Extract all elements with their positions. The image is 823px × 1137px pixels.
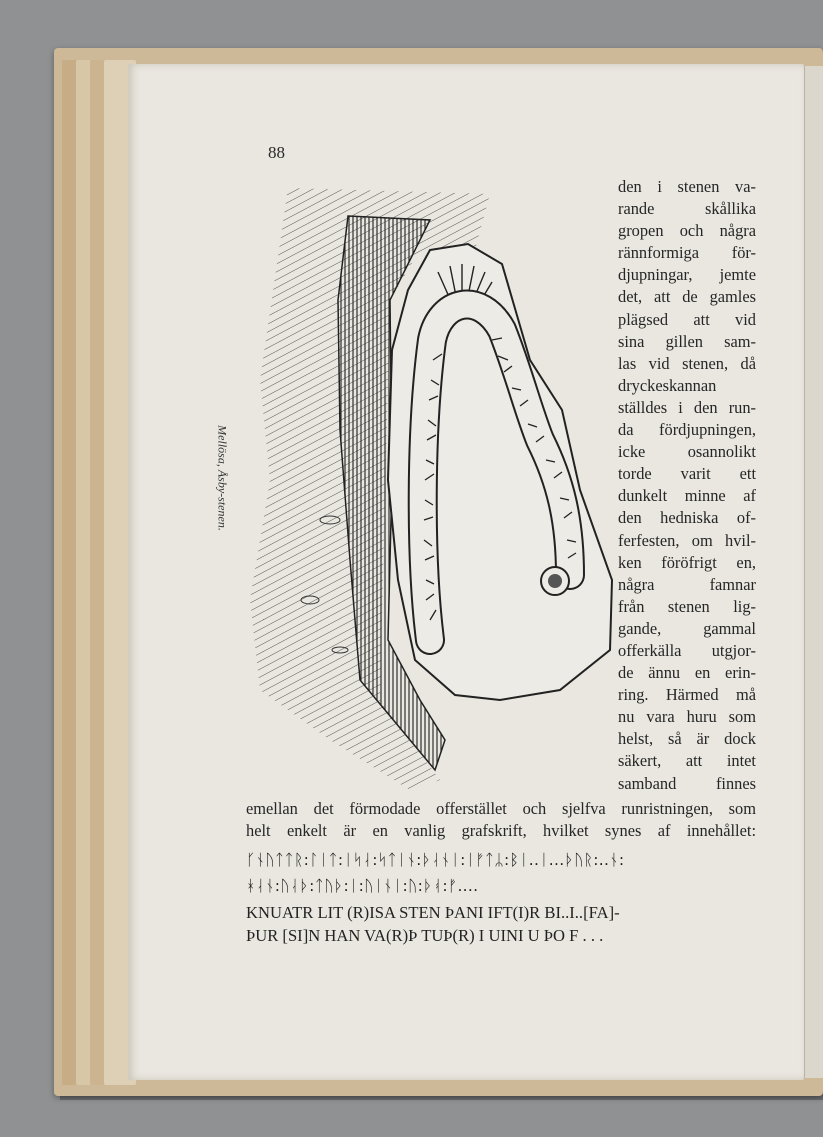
text-line: ställdes i den run- [618, 397, 756, 417]
text-line: las vid stenen, då [618, 353, 756, 373]
text-line: ring. Härmed må [618, 685, 756, 705]
full-width-paragraph [246, 798, 756, 842]
text-line: sina gillen sam- [618, 331, 756, 351]
text-line: da fördjupningen, [618, 420, 756, 440]
text-line: plägsed att vid [618, 309, 756, 329]
text-line: säkert, att intet [618, 751, 756, 771]
text-line: offerkälla utgjor- [618, 640, 756, 660]
text-line: från stenen lig- [618, 596, 756, 616]
text-line: helst, så är dock [618, 729, 756, 749]
text-line: ken föröfrigt en, [618, 552, 756, 572]
text-line: rande skållika [618, 199, 756, 219]
text-line: gropen och några [618, 221, 756, 241]
text-line: torde varit ett [618, 464, 756, 484]
text-line: icke osannolikt [618, 442, 756, 462]
text-line: rännformiga för- [618, 243, 756, 263]
text-line: några famnar [618, 574, 756, 594]
transliteration-line: ÞUR [SI]N HAN VA(R)Þ TUÞ(R) I UINI U ÞO F . . . [246, 926, 604, 945]
text-line: emellan det förmodade offerstället och sjelfva runristningen, som [246, 799, 756, 818]
text-line: gande, gammal [618, 618, 756, 638]
text-line: de ännu en erin- [618, 663, 756, 683]
text-line: det, att de gamles [618, 287, 756, 307]
text-line: dryckeskannan [618, 375, 717, 395]
text-line: djupningar, jemte [618, 265, 756, 285]
figure-caption: Mellösa, Åsby-stenen. [215, 425, 230, 531]
text-line: nu vara huru som [618, 707, 756, 727]
transliteration-line: KNUATR LIT (R)ISA STEN ÞANI IFT(I)R BI..I..[FA]- [246, 903, 620, 922]
wrapped-paragraph [618, 176, 756, 795]
runestone-illustration [240, 180, 622, 800]
text-line: ferfesten, om hvil- [618, 530, 756, 550]
text-line: helt enkelt är en vanlig grafskrift, hvilket synes af innehållet: [246, 821, 756, 841]
rune-inscription-line: ᚴᚾᚢᛏᛏᚱ:ᛚᛁᛏ:ᛁᛋᛆ:ᛋᛏᛁᚾ:ᚦᛆᚾᛁ:ᛁᚠᛏᛦ:ᛒᛁ..ᛁ...ᚦᚢᚱ:..ᚾ: [246, 851, 625, 869]
rune-inscription-line: ᚼᛆᚾ:ᚢᛆᚦ:ᛏᚢᚦ:ᛁ:ᚢᛁᚾᛁ:ᚢ:ᚦᚮ:ᚠ.... [246, 877, 479, 895]
text-line: den i stenen va- [618, 177, 756, 196]
text-line: dunkelt minne af [618, 486, 756, 506]
page-number: 88 [268, 143, 285, 162]
text-line: samband finnes [618, 773, 756, 793]
text-line: den hedniska of- [618, 508, 756, 528]
next-page-edge [804, 66, 823, 1078]
